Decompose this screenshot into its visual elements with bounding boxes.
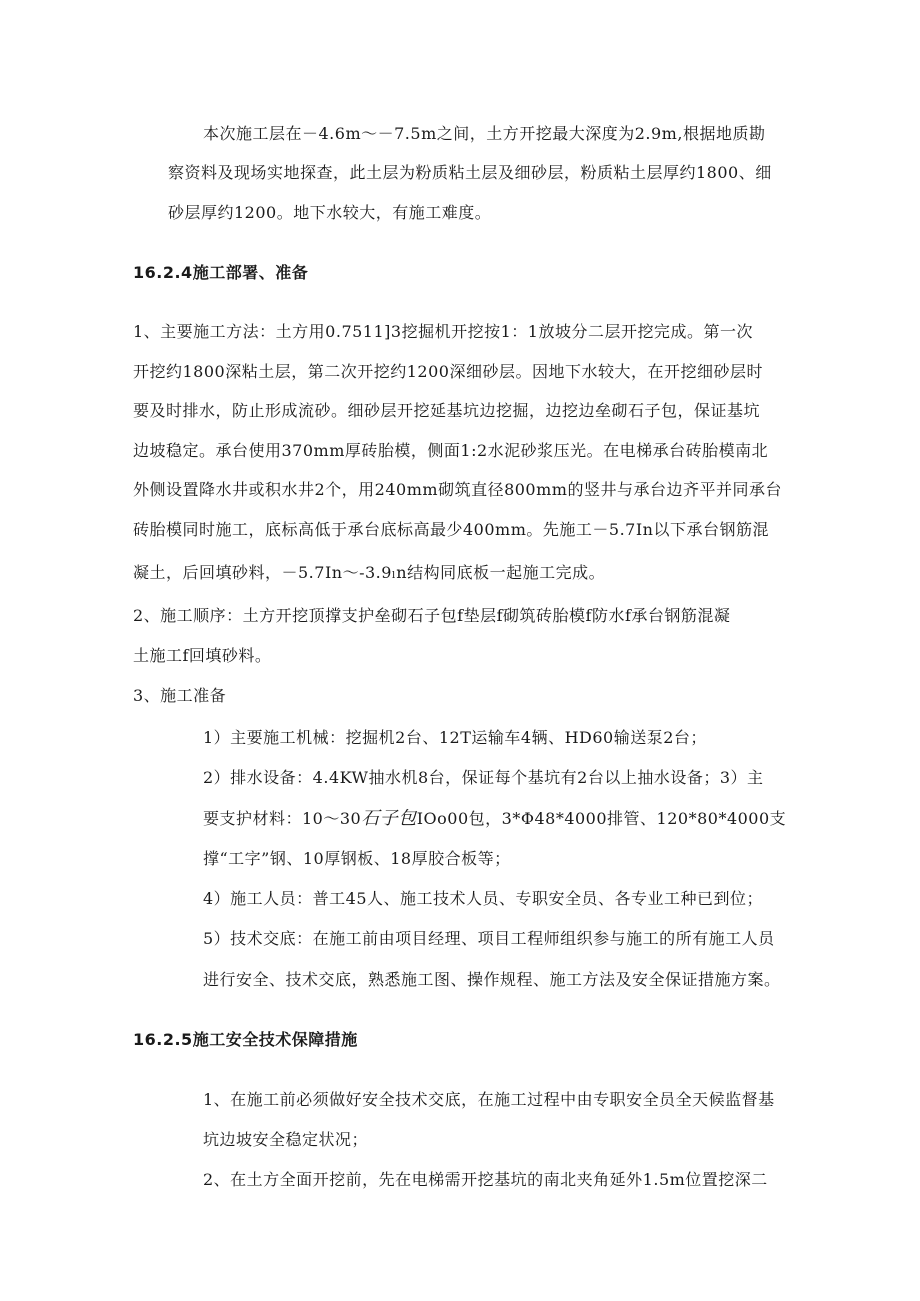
intro-line-3: 砂层厚约1200。地下水较大，有施工难度。 (168, 203, 492, 222)
s1625-item2-line-1: 2、在土方全面开挖前，先在电梯需开挖基坑的南北夹角延外1.5m位置挖深二 (203, 1170, 768, 1189)
sub-item-2-pre: 要支护材料：10～30 (203, 809, 362, 828)
item1-line-1: 1、主要施工方法：土方用0.7511]3挖掘机开挖按1：1放坡分二层开挖完成。第一次 (133, 322, 753, 341)
intro-line-1: 本次施工层在－4.6m～－7.5m之间，土方开挖最大深度为2.9m,根据地质勘 (203, 124, 766, 143)
sub-item-2-line-2 (203, 808, 786, 829)
item2-line-2: 土施工f回填砂料。 (133, 646, 272, 665)
item2-line-1: 2、施工顺序：土方开挖顶撑支护垒砌石子包f垫层f砌筑砖胎模f防水f承台钢筋混凝 (133, 606, 731, 625)
item3-title: 3、施工准备 (133, 686, 227, 705)
sub-item-2-post: IOo00包，3*Φ48*4000排管、120*80*4000支 (416, 809, 787, 828)
sub-item-1: 1）主要施工机械：挖掘机2台、12T运输车4辆、HD60输送泵2台； (203, 728, 707, 747)
sub-item-4: 4）施工人员：普工45人、施工技术人员、专职安全员、各专业工种已到位； (203, 889, 764, 908)
sub-item-2-line-3: 撑“工字”钢、10厚钢板、18厚胶合板等； (203, 849, 511, 868)
sub-item-5-line-2: 进行安全、技术交底，熟悉施工图、操作规程、施工方法及安全保证措施方案。 (203, 970, 781, 989)
intro-line-2: 察资料及现场实地探查，此土层为粉质粘土层及细砂层，粉质粘土层厚约1800、细 (168, 163, 772, 182)
item1-line-3: 要及时排水，防止形成流砂。细砂层开挖延基坑边挖掘，边挖边垒砌石子包，保证基坑 (133, 401, 761, 420)
item1-line-5: 外侧设置降水井或积水井2个，用240mm砌筑直径800mm的竖井与承台边齐平并同承台 (133, 480, 782, 499)
sub-item-2-italic: 石子包 (361, 808, 417, 828)
item1-line-4: 边坡稳定。承台使用370mm厚砖胎模，侧面1:2水泥砂浆压光。在电梯承台砖胎模南北 (133, 441, 769, 460)
item1-line-6: 砖胎模同时施工，底标高低于承台底标高最少400mm。先施工－5.7In以下承台钢筋混 (133, 520, 769, 539)
s1625-item1-line-1: 1、在施工前必须做好安全技术交底，在施工过程中由专职安全员全天候监督基 (203, 1090, 775, 1109)
sub-item-2-line-1: 2）排水设备：4.4KW抽水机8台，保证每个基坑有2台以上抽水设备；3）主 (203, 768, 764, 787)
s1625-item1-line-2: 坑边坡安全稳定状况； (203, 1130, 369, 1149)
section-1624-heading: 16.2.4施工部署、准备 (133, 263, 309, 282)
item1-line-2: 开挖约1800深粘土层，第二次开挖约1200深细砂层。因地下水较大，在开挖细砂层时 (133, 362, 763, 381)
item1-line-7: 凝土，后回填砂料，－5.7In～-3.9ₗn结构同底板一起施工完成。 (133, 563, 606, 582)
sub-item-5-line-1: 5）技术交底：在施工前由项目经理、项目工程师组织参与施工的所有施工人员 (203, 929, 775, 948)
section-1625-heading: 16.2.5施工安全技术保障措施 (133, 1030, 358, 1049)
